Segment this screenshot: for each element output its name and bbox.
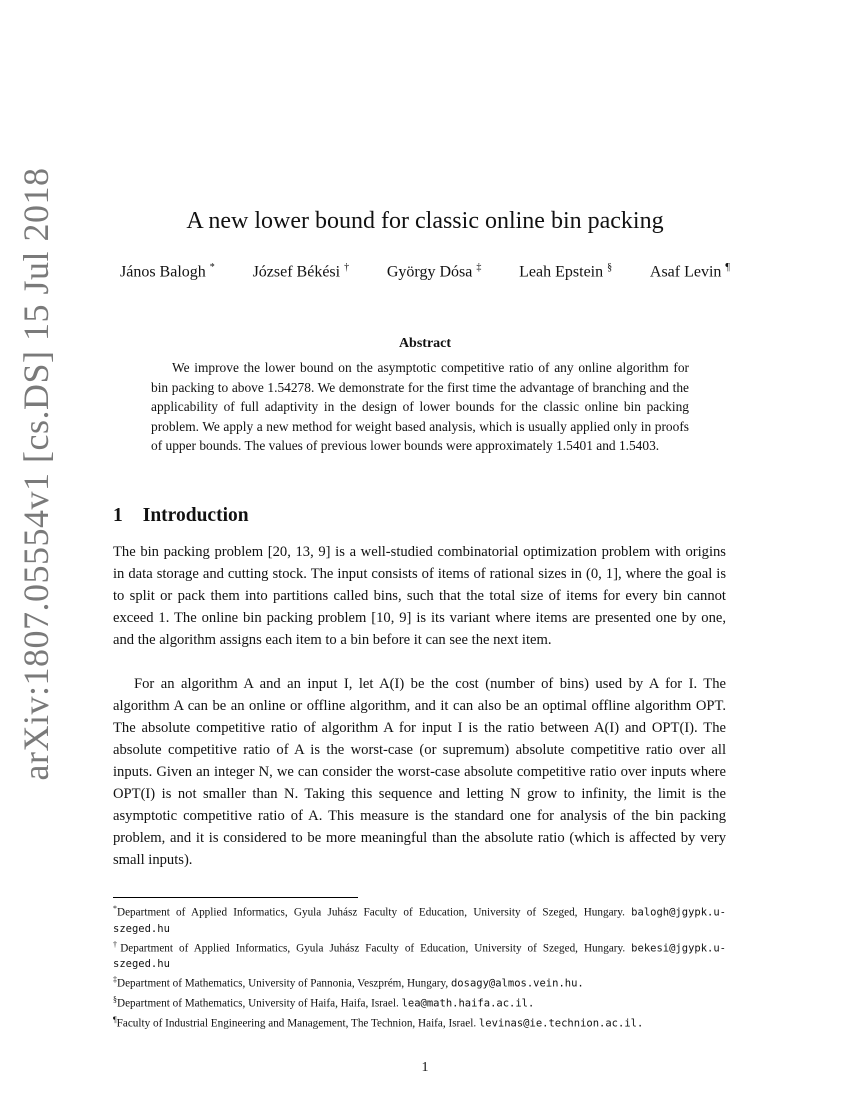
paper-title: A new lower bound for classic online bin packing — [186, 208, 664, 234]
footnote-epstein: §Department of Mathematics, University of Haifa, Haifa, Israel. lea@math.haifa.ac.il. — [113, 995, 535, 1010]
arxiv-stamp: arXiv:1807.05554v1 [cs.DS] 15 Jul 2018 — [16, 167, 56, 781]
email-link[interactable]: lea@math.haifa.ac.il. — [401, 997, 535, 1010]
footnote-balogh: *Department of Applied Informatics, Gyula Juhász Faculty of Education, University of Szeged, Hungary. balogh@jgypk.u-szeged.hu — [113, 904, 726, 935]
footnotes — [113, 901, 726, 1032]
section-number: 1 — [113, 505, 123, 526]
author-epstein: Leah Epstein § — [519, 262, 613, 281]
footnote-levin: ¶Faculty of Industrial Engineering and Management, The Technion, Haifa, Israel. levinas@ie.technion.ac.il. — [113, 1014, 644, 1030]
intro-paragraph-2: For an algorithm A and an input I, let A(I) be the cost (number of bins) used by A for I. The algorithm A can be an online or offline algorithm, and it can also be an optimal offline algorithm OPT. The absolute competitive ratio of algorithm A for input I is the ratio between A(I) and OPT(I). The absolute competitive ratio of A is the worst-case (or supremum) absolute competitive ratio over all inputs. Given an integer N, we can consider the worst-case absolute competitive ratio over inputs where OPT(I) is not smaller than N. Taking this sequence and letting N grow to infinity, the limit is the asymptotic competitive ratio of A. This measure is the standard one for analysis of the bin packing problem, and it is considered to be more meaningful than the absolute ratio (which is affected by very small inputs). — [113, 676, 726, 868]
email-link[interactable]: balogh@jgypk.u-szeged.hu — [113, 906, 726, 935]
author-bekesi: József Békési † — [252, 262, 350, 281]
footnote-dosa: ‡Department of Mathematics, University of Pannonia, Veszprém, Hungary, dosagy@almos.vein.hu. — [113, 975, 584, 991]
email-link[interactable]: bekesi@jgypk.u-szeged.hu — [113, 942, 726, 971]
author-list — [120, 262, 730, 281]
footnote-bekesi: †Department of Applied Informatics, Gyula Juhász Faculty of Education, University of Szeged, Hungary. bekesi@jgypk.u-szeged.hu — [113, 939, 726, 971]
section-heading — [113, 505, 249, 527]
email-link[interactable]: levinas@ie.technion.ac.il. — [478, 1017, 644, 1030]
author-balogh: János Balogh * — [120, 262, 215, 281]
email-link[interactable]: dosagy@almos.vein.hu. — [450, 978, 584, 991]
intro-paragraph-1: The bin packing problem [20, 13, 9] is a well-studied combinatorial optimization problem with origins in data storage and cutting stock. The input consists of items of rational sizes in (0, 1], where the goal is to split or pack them into partitions called bins, such that the total size of items for every bin cannot exceed 1. The online bin packing problem [10, 9] is its variant where items are presented one by one, and the algorithm assigns each item to a bin before it can see the next item. — [113, 544, 726, 648]
author-levin: Asaf Levin ¶ — [649, 262, 730, 281]
author-dosa: György Dósa ‡ — [386, 262, 482, 281]
page-number: 1 — [421, 1060, 429, 1075]
abstract-heading: Abstract — [398, 336, 452, 351]
abstract-text: We improve the lower bound on the asymptotic competitive ratio of any online algorithm for bin packing to above 1.54278. We demonstrate for the first time the advantage of branching and the applicability of full adaptivity in the design of lower bounds for the classic online bin packing problem. We apply a new method for weight based analysis, which is usually applied only in proofs of upper bounds. The values of previous lower bounds were approximately 1.5401 and 1.5403. — [151, 360, 689, 454]
section-title: Introduction — [142, 505, 249, 526]
footnote-rule — [113, 897, 358, 898]
